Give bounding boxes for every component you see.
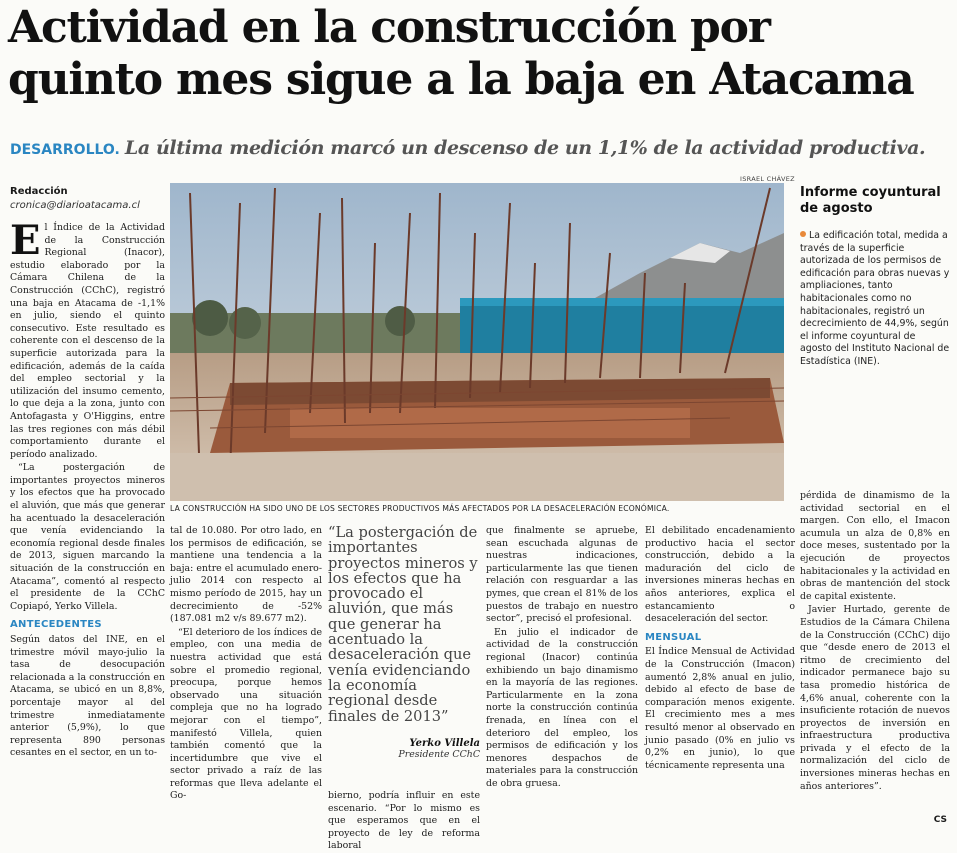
pull-quote-name: Yerko Villela <box>409 737 480 749</box>
col2-paragraph-2: “El deterioro de los índices de empleo, con una media de nuestra actividad que está sobre el promedio regional, preocupa, porque hemos observado una situación compleja que no ha logrado mejorar con el tiempo”, manifestó Villela, quien también comentó que la incertidumbre que vive el sector privado a raíz de las reformas que lleva adelante el Go- <box>170 626 322 802</box>
byline-email[interactable]: cronica@diarioatacama.cl <box>10 200 140 211</box>
col1-paragraph-2: “La postergación de importantes proyectos mineros y los efectos que ha provocado el aluvión, que más que generar ha acentuado la desaceleración que venía evidenciando la economía regional desde finales de 2013, siguen marcando la situación de la construcción en Atacama”, comentó al respecto el presidente de la CChC Copiapó, Yerko Villela. <box>10 462 165 612</box>
headline <box>8 2 948 106</box>
photo-credit: ISRAEL CHÁVEZ <box>740 175 795 183</box>
col2-paragraph-1: tal de 10.080. Por otro lado, en los permisos de edificación, se mantiene una tendencia a la baja: entre el acumulado enero-julio 2014 con respecto al mismo período de 2015, hay un decrecimiento de -52% (187.081 m2 v/s 89.677 m2). <box>170 525 322 625</box>
headline-line-1: Actividad en la construcción por <box>8 2 770 53</box>
article-column-3-bottom <box>328 790 480 852</box>
article-column-5 <box>645 525 795 827</box>
byline-name: Redacción <box>10 186 68 197</box>
end-mark: CS <box>933 815 947 825</box>
article-column-1 <box>10 217 165 827</box>
section-title-antecedentes: ANTECEDENTES <box>10 619 102 631</box>
col5-paragraph-2: El Índice Mensual de Actividad de la Construcción (Imacon) aumentó 2,8% anual en julio, debido al efecto de base de comparación menos exigente. El crecimiento mes a mes resultó menor al observado en junio pasado (0% en julio vs 0,2% en junio), lo que técnicamente representa una <box>645 646 795 771</box>
sidebar-body <box>800 230 950 369</box>
pull-quote-text: “La postergación de importantes proyectos mineros y los efectos que ha provocado el aluvión, que más que generar ha acentuado la desaceleración que venía evidenciando la economía regional desde finales de 2013” <box>328 524 478 725</box>
col5-paragraph-1: El debilitado encadenamiento productivo hacia el sector construcción, debido a la maduración del ciclo de inversiones mineras hechas en años anteriores, explica el estancamiento o desaceleración del sector. <box>645 525 795 625</box>
article-column-6 <box>800 490 950 815</box>
pull-quote <box>328 525 480 760</box>
col4-paragraph-2: En julio el indicador de actividad de la construcción regional (Inacor) continúa exhibiendo un bajo dinamismo en la mayoría de las regiones. Particularmente en la zona norte la construcción continúa frenada, en línea con el deterioro del empleo, los permisos de edificación y los menores despachos de materiales para la construcción de obra gruesa. <box>486 626 638 789</box>
sidebar-title: Informe coyuntural de agosto <box>800 185 941 216</box>
col4-paragraph-1: que finalmente se apruebe, sean escuchada algunas de nuestras indicaciones, particularmente las que tienen relación con resguardar a las pymes, que crean el 81% de los puestos de trabajo en nuestro sector”, precisó el profesional. <box>486 525 638 625</box>
deck <box>10 137 950 159</box>
col1-paragraph-3: Según datos del INE, en el trimestre móvil mayo-julio la tasa de desocupación relacionada a la construcción en Atacama, se ubicó en un 8,8%, porcentaje mayor al del trimestre inmediatamente anterior (5,9%), lo que representa 890 personas cesantes en el sector, en un to- <box>10 634 165 759</box>
deck-kicker: DESARROLLO. <box>10 142 120 158</box>
construction-site-illustration <box>170 183 784 501</box>
photo-caption: LA CONSTRUCCIÓN HA SIDO UNO DE LOS SECTORES PRODUCTIVOS MÁS AFECTADOS POR LA DESACELERACIÓN ECONÓMICA. <box>170 504 670 513</box>
sidebar-text: La edificación total, medida a través de la superficie autorizada de los permisos de edificación para obras nuevas y ampliaciones, tanto habitacionales como no habitacionales, registró un decrecimiento de 44,9%, según el informe coyuntural de agosto del Instituto Nacional de Estadística (INE). <box>800 230 950 367</box>
deck-text: La última medición marcó un descenso de un 1,1% de la actividad productiva. <box>124 137 926 159</box>
col3-paragraph-1: bierno, podría influir en este escenario. “Por lo mismo es que esperamos que en el proyecto de ley de reforma laboral <box>328 790 480 852</box>
col6-paragraph-2: Javier Hurtado, gerente de Estudios de la Cámara Chilena de la Construcción (CChC) dijo que “desde enero de 2013 el ritmo de crecimiento del indicador permanece bajo su tasa promedio histórica de 4,6% anual, coherente con la insuficiente rotación de nuevos proyectos de inversión en infraestructura productiva privada y el efecto de la normalización del ciclo de inversiones mineras hechas en años anteriores”. <box>800 604 950 792</box>
article-column-2 <box>170 525 322 827</box>
drop-cap: E <box>10 217 41 264</box>
headline-line-2: quinto mes sigue a la baja en Atacama <box>8 54 914 105</box>
construction-photo <box>170 183 784 501</box>
col6-paragraph-1: pérdida de dinamismo de la actividad sectorial en el margen. Con ello, el Imacon acumula un alza de 0,8% en doce meses, sustentado por la ejecución de proyectos habitacionales y la actividad en obras de mantención del stock de capital existente. <box>800 490 950 602</box>
bullet-icon <box>800 231 806 237</box>
byline <box>10 185 165 213</box>
col1-paragraph-1: l Índice de la Actividad de la Construcción Regional (Inacor), estudio elaborado por la Cámara Chilena de la Construcción (CChC), registró una baja en Atacama de -1,1% en julio, siendo el quinto consecutivo. Este resultado es coherente con el descenso de la superficie autorizada para la edificación, además de la caída del empleo sectorial y la utilización del insumo cemento, lo que deja a la zona, junto con Antofagasta y O'Higgins, entre las tres regiones con más débil comportamiento durante el período analizado. <box>10 222 165 460</box>
section-title-mensual: MENSUAL <box>645 631 702 643</box>
pull-quote-role: Presidente CChC <box>398 748 480 760</box>
article-column-4 <box>486 525 638 827</box>
